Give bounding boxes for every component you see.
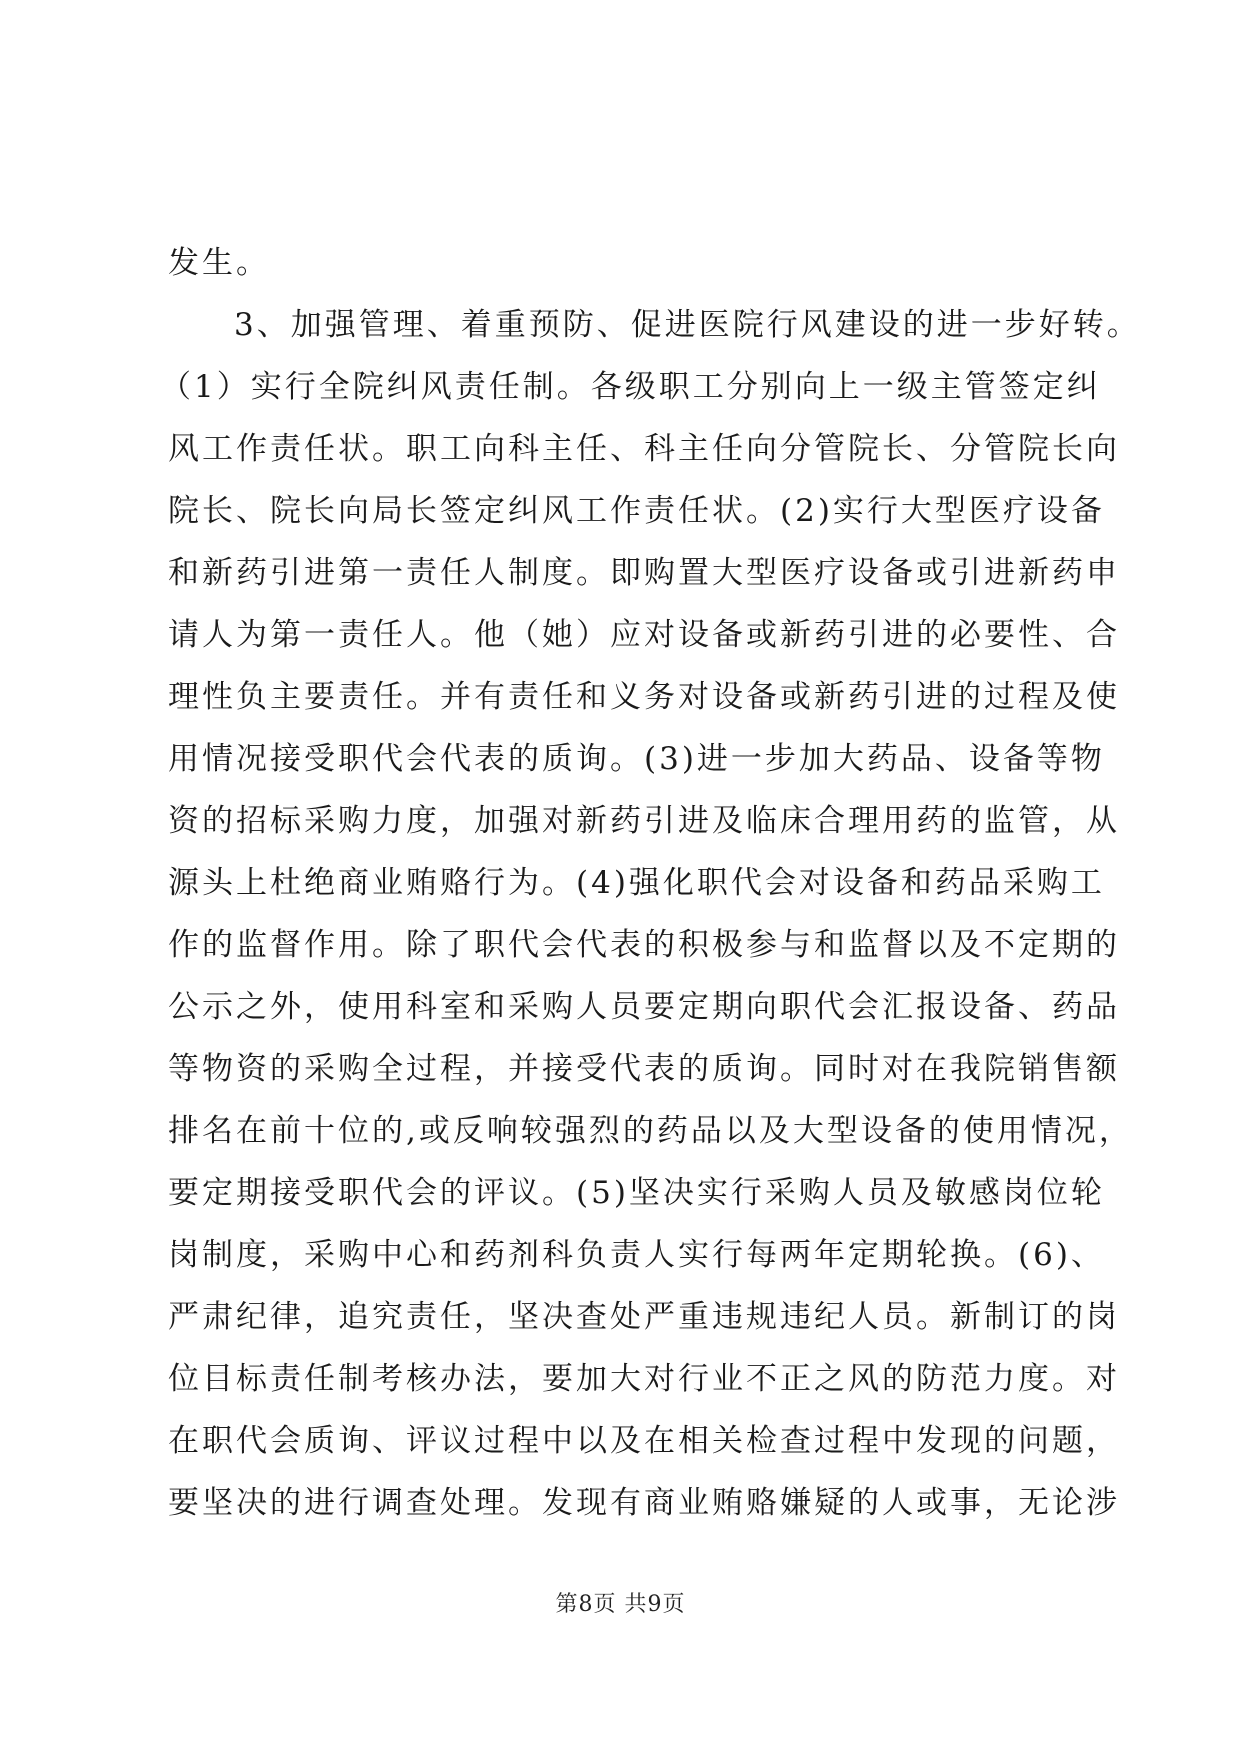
text-line-8: 理性负主要责任。并有责任和义务对设备或新药引进的过程及使 [168,679,1120,715]
text-line-10: 资的招标采购力度，加强对新药引进及临床合理用药的监管，从 [168,803,1120,839]
text-line-1: 发生。 [168,245,270,281]
text-line-5: 院长、院长向局长签定纠风工作责任状。(2)实行大型医疗设备 [168,493,1105,529]
text-line-3: （1）实行全院纠风责任制。各级职工分别向上一级主管签定纠 [160,369,1101,405]
text-line-16: 要定期接受职代会的评议。(5)坚决实行采购人员及敏感岗位轮 [168,1175,1105,1211]
text-line-9: 用情况接受职代会代表的质询。(3)进一步加大药品、设备等物 [168,741,1105,777]
text-line-17: 岗制度，采购中心和药剂科负责人实行每两年定期轮换。(6)、 [168,1237,1105,1273]
text-line-12: 作的监督作用。除了职代会代表的积极参与和监督以及不定期的 [168,927,1120,963]
text-line-11: 源头上杜绝商业贿赂行为。(4)强化职代会对设备和药品采购工 [168,865,1105,901]
page-footer [0,1590,1241,1620]
text-line-7: 请人为第一责任人。他（她）应对设备或新药引进的必要性、合 [168,617,1120,653]
text-line-4: 风工作责任状。职工向科主任、科主任向分管院长、分管院长向 [168,431,1120,467]
text-line-18: 严肃纪律，追究责任，坚决查处严重违规违纪人员。新制订的岗 [168,1299,1120,1335]
text-line-21: 要坚决的进行调查处理。发现有商业贿赂嫌疑的人或事，无论涉 [168,1485,1120,1521]
section-heading: 3、加强管理、着重预防、促进医院行风建设的进一步好转。 [234,307,1141,343]
text-line-20: 在职代会质询、评议过程中以及在相关检查过程中发现的问题， [168,1423,1120,1459]
text-line-14: 等物资的采购全过程，并接受代表的质询。同时对在我院销售额 [168,1051,1120,1087]
page-number: 第8页 共9页 [555,1592,686,1617]
text-line-6: 和新药引进第一责任人制度。即购置大型医疗设备或引进新药申 [168,555,1120,591]
text-line-19: 位目标责任制考核办法，要加大对行业不正之风的防范力度。对 [168,1361,1120,1397]
text-line-15: 排名在前十位的,或反响较强烈的药品以及大型设备的使用情况， [168,1113,1133,1149]
text-line-13: 公示之外，使用科室和采购人员要定期向职代会汇报设备、药品 [168,989,1120,1025]
body-text [160,232,1141,1534]
